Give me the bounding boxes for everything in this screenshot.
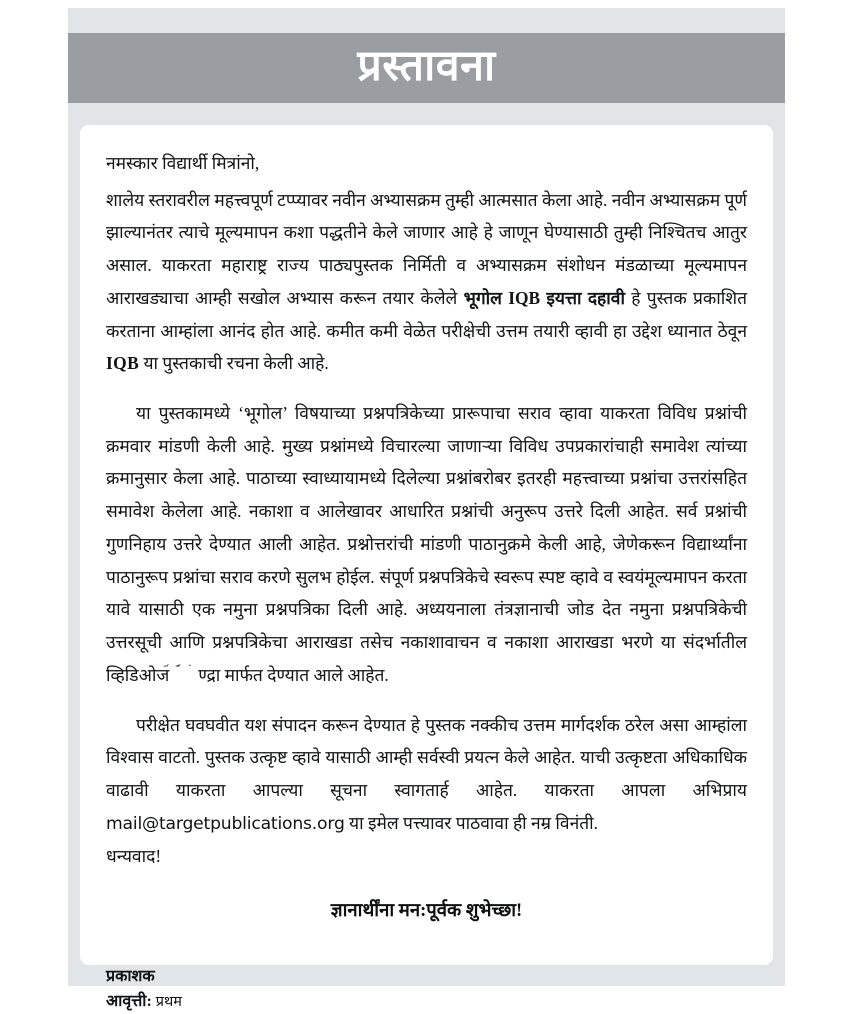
edition-value: प्रथम [155,993,182,1010]
greeting-line: नमस्कार विद्यार्थी मित्रांनो, [106,153,260,173]
paragraph-intro-part3: या पुस्तकाची रचना केली आहे. [139,353,329,374]
book-title-bold: भूगोल IQB इयत्ता दहावी [463,287,625,308]
paragraph-closing [106,709,747,840]
paragraph-intro [106,184,747,380]
page-title: प्रस्तावना [357,42,496,90]
paragraph-structure-part1: या पुस्तकामध्ये ‘भूगोल’ विषयाच्या प्रश्नपत्रिकेच्या प्रारूपाचा सराव व्हावा याकरता विविध प्रश्नांची क्रमवार मांडणी केली आहे. मुख्य प्रश्नांमध्ये विचारल्या जाणाऱ्या विविध उपप्रकारांचाही समावेश त्यांच्या क्रमानुसार केला आहे. पाठाच्या स्वाध्यायामध्ये दिलेल्या प्रश्नांबरोबर इतरही महत्त्वाच्या प्रश्नांचा उत्तरांसहित समावेश केलेला आहे. नकाशा व आलेखावर आधारित प्रश्नांची अनुरूप उत्तरे दिली आहेत. सर्व प्रश्नांची गुणनिहाय उत्तरे देण्यात आली आहेत. प्रश्नोत्तरांची मांडणी पाठानुक्रमे केली आहे, जेणेकरून विद्यार्थ्यांना पाठानुरूप प्रश्नांचा सराव करणे सुलभ होईल. संपूर्ण प्रश्नपत्रिकेचे स्वरूप स्पष्ट व्हावे व स्वयंमूल्यमापन करता यावे यासाठी एक नमुना प्रश्नपत्रिका दिली आहे. अध्ययनाला तंत्रज्ञानाची जोड देत नमुना प्रश्नपत्रिकेची उत्तरसूची आणि प्रश्नपत्रिकेचा आराखडा तसेच नकाशावाचन व नकाशा आराखडा भरणे या संदर्भातील व्हिडिओज [106,403,747,685]
preface-content-card [80,125,773,1010]
paragraph-closing-part2: या इमेल पत्त्यावर पाठवावा ही नम्र विनंती. [344,812,599,833]
edition-line [106,989,747,1014]
document-page-sheet [68,8,785,1010]
best-wishes-line: ज्ञानार्थींना मन:पूर्वक शुभेच्छा! [330,900,523,921]
paragraph-intro-part1: शालेय स्तरावरील महत्त्वपूर्ण टप्प्यावर नवीन अभ्यासक्रम तुम्ही आत्मसात केला आहे. नवीन अभ्यासक्रम पूर्ण झाल्यानंतर त्याचे मूल्यमापन कशा पद्धतीने केले जाणार आहे हे जाणून घेण्यासाठी तुम्ही निश्चितच आतुर असाल. याकरता महाराष्ट्र राज्य पाठ्यपुस्तक निर्मिती व अभ्यासक्रम संशोधन मंडळाच्या मूल्यमापन आराखड्याचा आम्ही सखोल अभ्यास करून तयार केलेले [106,189,747,308]
colophon-block [106,964,747,1014]
iqb-abbreviation-bold: IQB [106,353,140,374]
edition-label: आवृत्ती: [106,992,152,1010]
paragraph-structure-part2: ण्द्रा मार्फत देण्यात आले आहेत. [193,664,389,685]
paragraph-closing-part1: परीक्षेत घवघवीत यश संपादन करून देण्यात हे पुस्तक नक्कीच उत्तम मार्गदर्शक ठरेल असा आम्हांला विश्वास वाटतो. पुस्तक उत्कृष्ट व्हावे यासाठी आम्ही सर्वस्वी प्रयत्न केले आहेत. याची उत्कृष्टता अधिकाधिक वाढावी याकरता आपल्या सूचना स्वागतार्ह आहेत. याकरता आपला अभिप्राय [106,714,747,800]
publisher-label: प्रकाशक [106,967,155,985]
glyph-artifact-marks: ᷄ ˙᷄ ˙ [169,662,194,677]
paragraph-intro-part2: हे पुस्तक प्रकाशित करताना आम्हांला आनंद होत आहे. कमीत कमी वेळेत परीक्षेची उत्तम तयारी व्हावी हा उद्देश ध्यानात ठेवून [106,287,747,341]
paragraph-structure [106,397,747,691]
page-title-banner [68,33,785,103]
thanks-line: धन्यवाद! [106,845,162,866]
contact-email[interactable]: mail@targetpublications.org [106,813,345,834]
